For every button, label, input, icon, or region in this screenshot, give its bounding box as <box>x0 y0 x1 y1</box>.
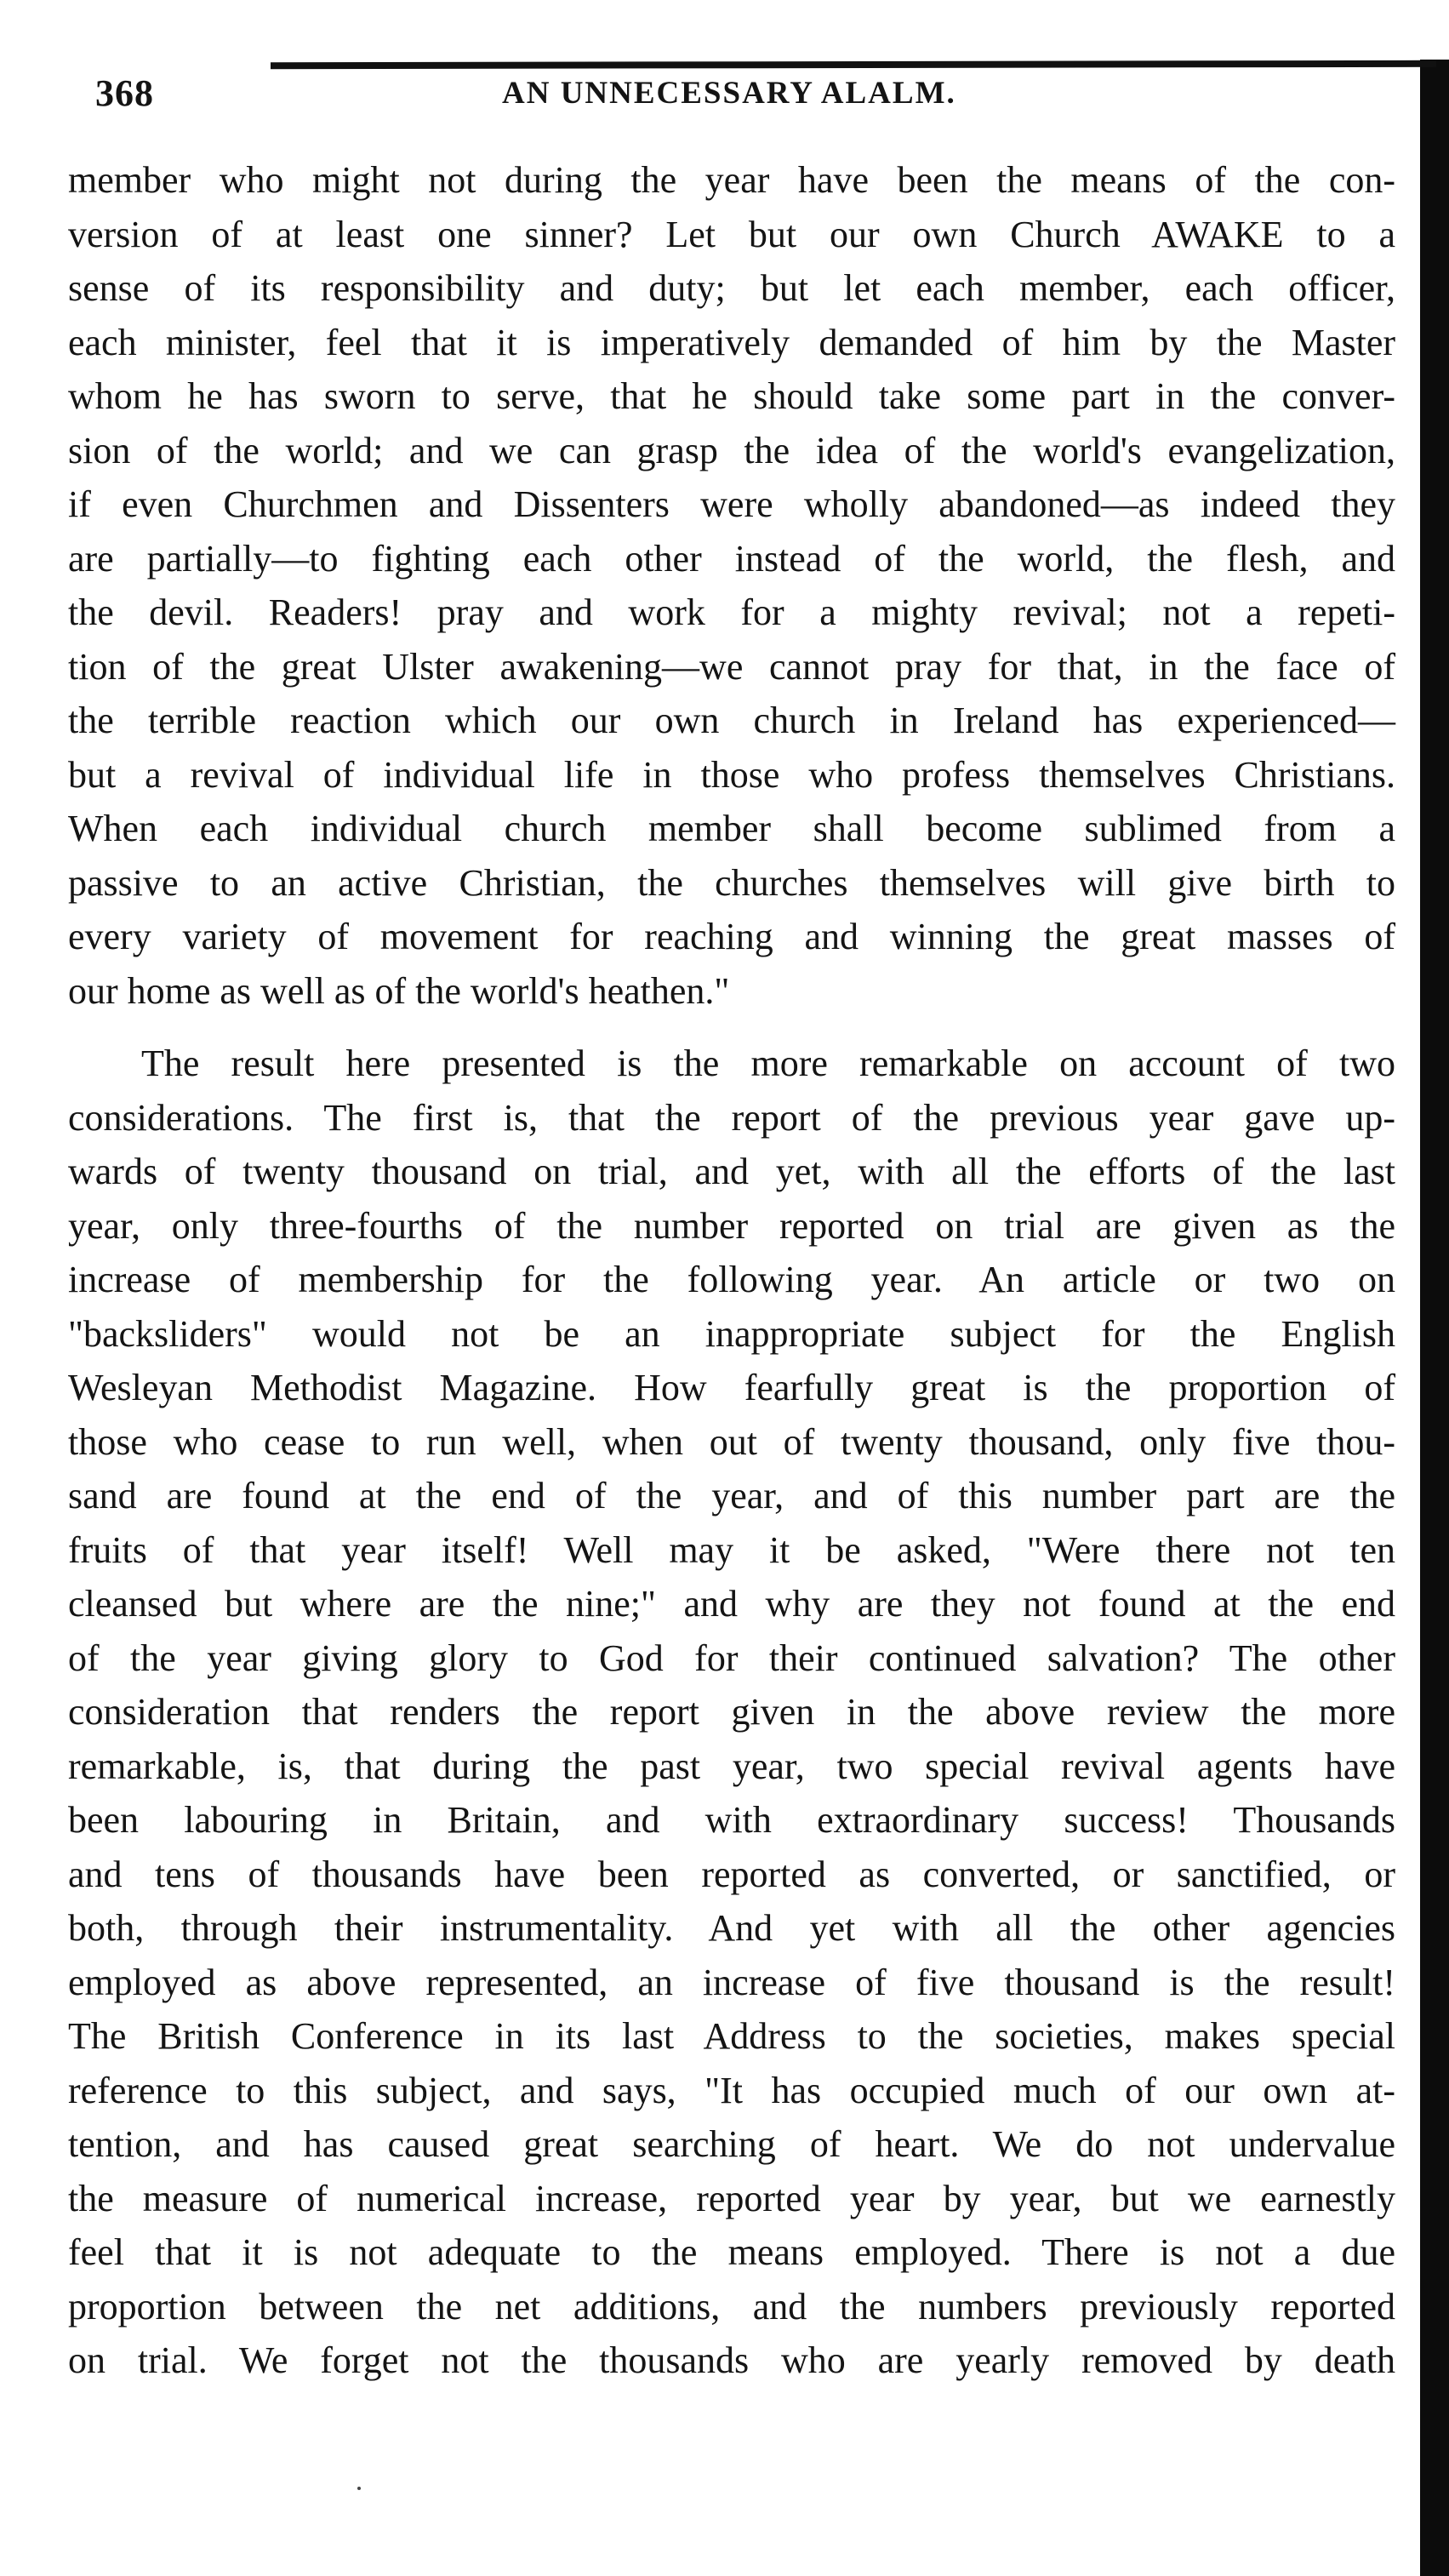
running-title: AN UNNECESSARY ALALM. <box>502 76 956 111</box>
print-speck <box>357 2487 361 2490</box>
text-line: sense of its responsibility and duty; but let each member, each officer, <box>68 267 1395 309</box>
text-line: on trial. We forget not the thousands who are yearly removed by death <box>68 2339 1395 2381</box>
text-line: increase of membership for the following year. An article or two on <box>68 1259 1395 1300</box>
text-line: but a revival of individual life in those who profess themselves Christians. <box>68 753 1395 796</box>
paragraph-2 <box>68 1037 1395 2388</box>
binding-edge <box>1420 60 1449 2576</box>
text-line: if even Churchmen and Dissenters were wholly abandoned—as indeed they <box>68 483 1395 525</box>
text-line: version of at least one sinner? Let but our own Church AWAKE to a <box>68 213 1395 255</box>
text-line: Wesleyan Methodist Magazine. How fearfully great is the proportion of <box>68 1367 1395 1408</box>
text-line: been labouring in Britain, and with extraordinary success! Thousands <box>68 1799 1395 1841</box>
text-line: remarkable, is, that during the past year, two special revival agents have <box>68 1745 1395 1787</box>
text-line: tention, and has caused great searching of heart. We do not undervalue <box>68 2123 1395 2165</box>
text-line: The result here presented is the more remarkable on account of two <box>141 1042 1395 1084</box>
text-line: sion of the world; and we can grasp the idea of the world's evangelization, <box>68 429 1395 471</box>
running-head <box>0 71 1449 123</box>
text-line: each minister, feel that it is imperatively demanded of him by the Master <box>68 321 1395 363</box>
text-line: When each individual church member shall become sublimed from a <box>68 808 1395 849</box>
text-line: those who cease to run well, when out of twenty thousand, only five thou- <box>68 1420 1395 1463</box>
text-line: of the year giving glory to God for their continued salvation? The other <box>68 1636 1395 1679</box>
text-line: passive to an active Christian, the churches themselves will give birth to <box>68 861 1395 904</box>
text-line: considerations. The first is, that the report of the previous year gave up- <box>68 1096 1395 1139</box>
body-text <box>68 153 1395 2407</box>
text-line: sand are found at the end of the year, and of this number part are the <box>68 1475 1395 1516</box>
text-line: both, through their instrumentality. And yet with all the other agencies <box>68 1907 1395 1949</box>
page-number: 368 <box>95 72 154 114</box>
text-line: the measure of numerical increase, reported year by year, but we earnestly <box>68 2177 1395 2219</box>
text-line: whom he has sworn to serve, that he should take some part in the conver- <box>68 375 1395 417</box>
text-line: are partially—to fighting each other instead of the world, the flesh, and <box>68 537 1395 580</box>
text-line: feel that it is not adequate to the means employed. There is not a due <box>68 2231 1395 2273</box>
text-line: member who might not during the year have been the means of the con- <box>68 159 1395 201</box>
text-line: every variety of movement for reaching and winning the great masses of <box>68 916 1395 957</box>
text-line: and tens of thousands have been reported as converted, or sanctified, or <box>68 1853 1395 1895</box>
text-line: year, only three-fourths of the number reported on trial are given as the <box>68 1204 1395 1247</box>
text-line: The British Conference in its last Address to the societies, makes special <box>68 2015 1395 2057</box>
text-line: consideration that renders the report given in the above review the more <box>68 1691 1395 1733</box>
paragraph-1 <box>68 153 1395 1018</box>
text-line: fruits of that year itself! Well may it be asked, "Were there not ten <box>68 1528 1395 1571</box>
text-line: reference to this subject, and says, "It has occupied much of our own at- <box>68 2069 1395 2111</box>
text-line: employed as above represented, an increase of five thousand is the result! <box>68 1961 1395 2003</box>
text-line: proportion between the net additions, and the numbers previously reported <box>68 2285 1395 2328</box>
header-rule <box>271 60 1436 69</box>
text-line: the terrible reaction which our own church in Ireland has experienced— <box>68 700 1395 741</box>
text-line: cleansed but where are the nine;" and why are they not found at the end <box>68 1583 1395 1625</box>
text-line: tion of the great Ulster awakening—we cannot pray for that, in the face of <box>68 645 1395 688</box>
text-line: wards of twenty thousand on trial, and yet, with all the efforts of the last <box>68 1151 1395 1192</box>
text-line: the devil. Readers! pray and work for a mighty revival; not a repeti- <box>68 591 1395 633</box>
text-line: our home as well as of the world's heathen." <box>68 969 730 1012</box>
text-line: "backsliders" would not be an inappropriate subject for the English <box>68 1312 1395 1355</box>
